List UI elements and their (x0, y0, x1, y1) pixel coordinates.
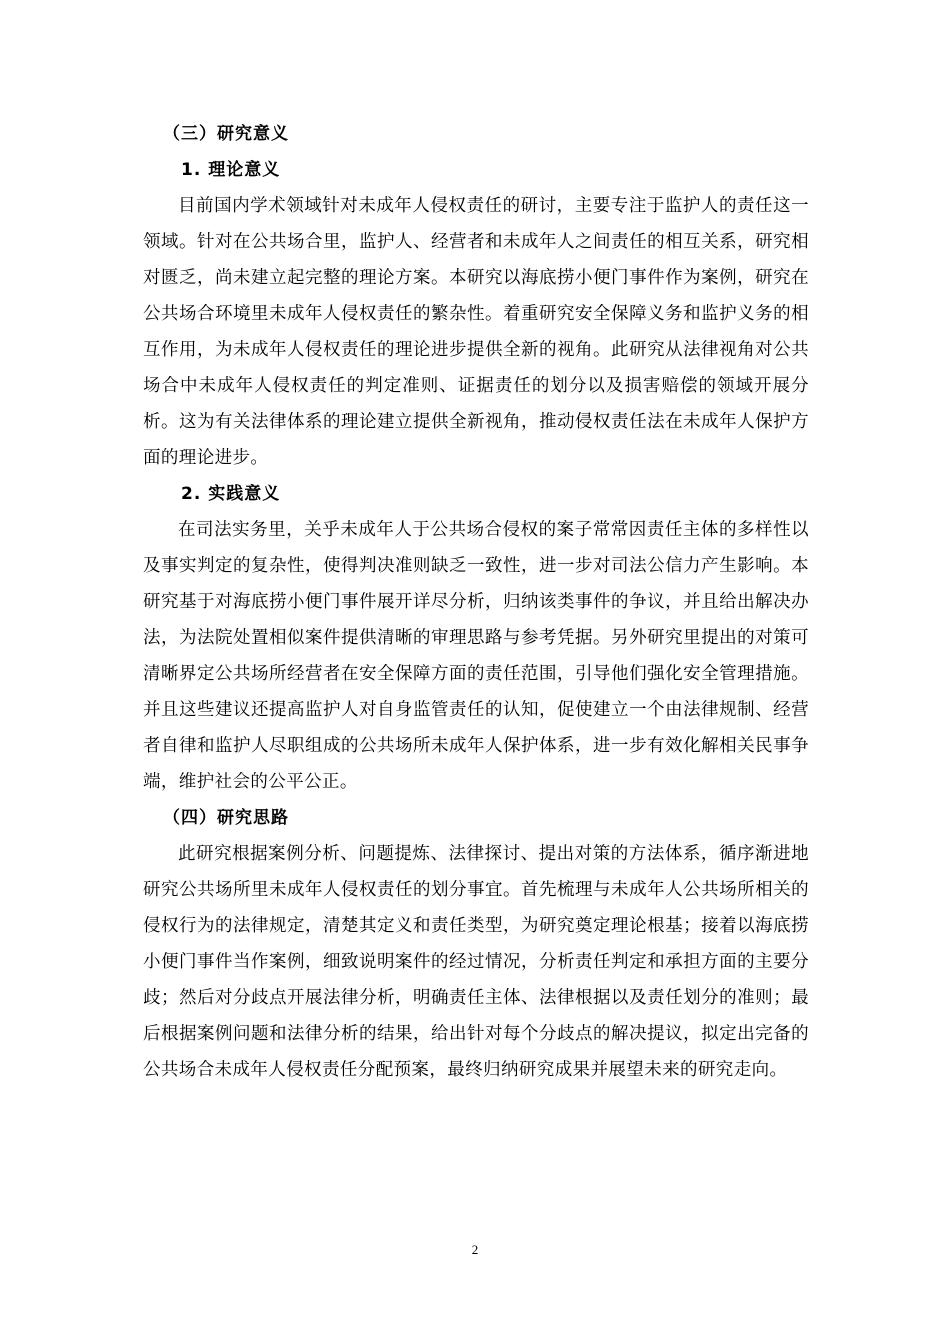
section-heading-research-approach: （四）研究思路 (163, 808, 289, 828)
paragraph-research-approach: 此研究根据案例分析、问题提炼、法律探讨、提出对策的方法体系，循序渐进地研究公共场所里未成年人侵权责任的划分事宜。首先梳理与未成年人公共场所相关的侵权行为的法律规定，清楚其定义和责任类型，为研究奠定理论根基；接着以海底捞小便门事件当作案例，细致说明案件的经过情况，分析责任判定和承担方面的主要分歧；然后对分歧点开展法律分析，明确责任主体、法律根据以及责任划分的准则；最后根据案例问题和法律分析的结果，给出针对每个分歧点的解决提议，拟定出完备的公共场合未成年人侵权责任分配预案，最终归纳研究成果并展望未来的研究走向。 (143, 844, 809, 1080)
page-number: 2 (471, 1242, 479, 1257)
subheading-theoretical-significance: 1. 理论意义 (181, 160, 281, 180)
page-content (143, 116, 809, 1088)
paragraph-practical-significance: 在司法实务里，关乎未成年人于公共场合侵权的案子常常因责任主体的多样性以及事实判定的复杂性，使得判决准则缺乏一致性，进一步对司法公信力产生影响。本研究基于对海底捞小便门事件展开详尽分析，归纳该类事件的争议，并且给出解决办法，为法院处置相似案件提供清晰的审理思路与参考凭据。另外研究里提出的对策可清晰界定公共场所经营者在安全保障方面的责任范围，引导他们强化安全管理措施。并且这些建议还提高监护人对自身监管责任的认知，促使建立一个由法律规制、经营者自律和监护人尽职组成的公共场所未成年人保护体系，进一步有效化解相关民事争端，维护社会的公平公正。 (143, 520, 809, 792)
subheading-practical-significance: 2. 实践意义 (181, 484, 281, 504)
section-heading-research-significance: （三）研究意义 (163, 124, 289, 144)
paragraph-theoretical-significance: 目前国内学术领域针对未成年人侵权责任的研讨，主要专注于监护人的责任这一领域。针对在公共场合里，监护人、经营者和未成年人之间责任的相互关系，研究相对匮乏，尚未建立起完整的理论方案。本研究以海底捞小便门事件作为案例，研究在公共场合环境里未成年人侵权责任的繁杂性。着重研究安全保障义务和监护义务的相互作用，为未成年人侵权责任的理论进步提供全新的视角。此研究从法律视角对公共场合中未成年人侵权责任的判定准则、证据责任的划分以及损害赔偿的领域开展分析。这为有关法律体系的理论建立提供全新视角，推动侵权责任法在未成年人保护方面的理论进步。 (143, 196, 809, 468)
